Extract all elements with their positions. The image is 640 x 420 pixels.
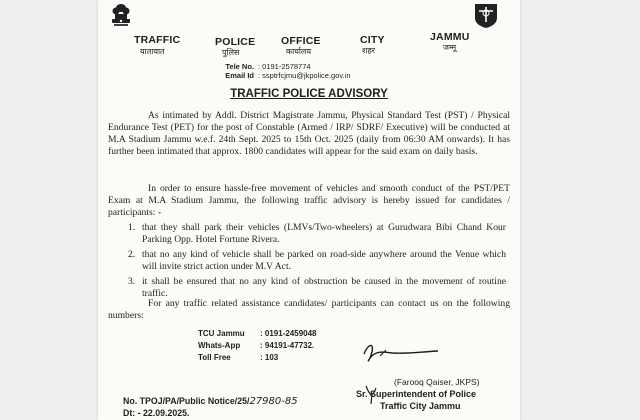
tele-value: : 0191-2578774 [258, 62, 311, 71]
header-word-traffic: TRAFFIC [134, 34, 181, 46]
list-item-text: that no any kind of vehicle shall be parked on road-side anywhere around the Venue which will invite strict action under M.V Act. [142, 249, 506, 272]
advisory-document [98, 0, 520, 420]
advisory-list [128, 222, 506, 303]
list-item [128, 276, 506, 300]
list-item-number: 2. [128, 249, 136, 260]
email-label: Email Id [225, 71, 254, 80]
list-item [128, 249, 506, 273]
contact-label: Toll Free [198, 353, 231, 362]
page-title: TRAFFIC POLICE ADVISORY [230, 88, 388, 100]
header-word-traffic-hindi: यातायात [140, 47, 165, 56]
header-word-city: CITY [360, 34, 385, 46]
assistance-paragraph [108, 298, 510, 322]
contact-label: Whats-App [198, 341, 241, 350]
signature-image [358, 338, 448, 368]
header-word-jammu: JAMMU [430, 31, 470, 43]
reference-handwritten: 27980-85 [249, 396, 298, 407]
tele-label: Tele No. [225, 62, 254, 71]
email-line [214, 71, 351, 80]
contact-value: : 0191-2459048 [260, 329, 317, 338]
header-word-office-hindi: कार्यालय [286, 47, 311, 56]
signatory-name: (Farooq Qaiser, JKPS) [394, 377, 480, 387]
reference-number [123, 396, 298, 407]
header-word-city-hindi: शहर [362, 46, 375, 55]
contact-number-row [198, 341, 314, 350]
list-item-number: 3. [128, 276, 136, 287]
assistance-text: For any traffic related assistance candidates/ participants can contact us on the following numbers: [108, 298, 510, 321]
list-item [128, 222, 506, 246]
header-word-police: POLICE [215, 36, 256, 48]
contact-value: : 94191-47732. [260, 341, 315, 350]
list-item-text: that they shall park their vehicles (LMVs/Two-wheelers) at Gurudwara Bibi Chand Kour Parking Opp. Hotel Fortune Rivera. [142, 222, 506, 245]
intro-text: As intimated by Addl. District Magistrate Jammu, Physical Standard Test (PST) / Physical Endurance Test (PET) for the post of Constable (Armed / IRP/ SDRF/ Executive) will be conducted at M.A Stadium Jammu w.e.f. 24th Sept. 2025 to 15th Oct. 2025 (daily from 06:30 AM onwards). It has further been intimated that approx. 1800 candidates will appear for the said exam on daily basis. [108, 110, 510, 157]
intro-paragraph [108, 110, 510, 158]
header-word-office: OFFICE [281, 35, 321, 47]
order-text: In order to ensure hassle-free movement of vehicles and smooth conduct of the PST/PET Exam at M.A Stadium Jammu, the following traffic advisory is hereby issued for candidates / participants: - [108, 183, 510, 218]
contact-number-row [198, 353, 278, 362]
signatory-office: Traffic City Jammu [380, 401, 461, 411]
reference-prefix: No. TPOJ/PA/Public Notice/25/ [123, 396, 250, 406]
header-word-police-hindi: पुलिस [222, 48, 240, 57]
tele-line [214, 62, 311, 71]
state-emblem-icon [108, 2, 134, 30]
reference-date: Dt: - 22.09.2025. [123, 408, 190, 418]
header-word-jammu-hindi: जम्मू [443, 43, 457, 52]
contact-number-row [198, 329, 317, 338]
email-value: : ssptrfcjmu@jkpolice.gov.in [258, 71, 351, 80]
contact-label: TCU Jammu [198, 329, 245, 338]
order-paragraph [108, 183, 510, 219]
signatory-title: Sr. Superintendent of Police [356, 389, 477, 399]
list-item-number: 1. [128, 222, 136, 233]
police-badge-icon [472, 1, 500, 29]
contact-value: : 103 [260, 353, 279, 362]
list-item-text: it shall be ensured that no any kind of obstruction be caused in the movement of routine traffic. [142, 276, 506, 299]
